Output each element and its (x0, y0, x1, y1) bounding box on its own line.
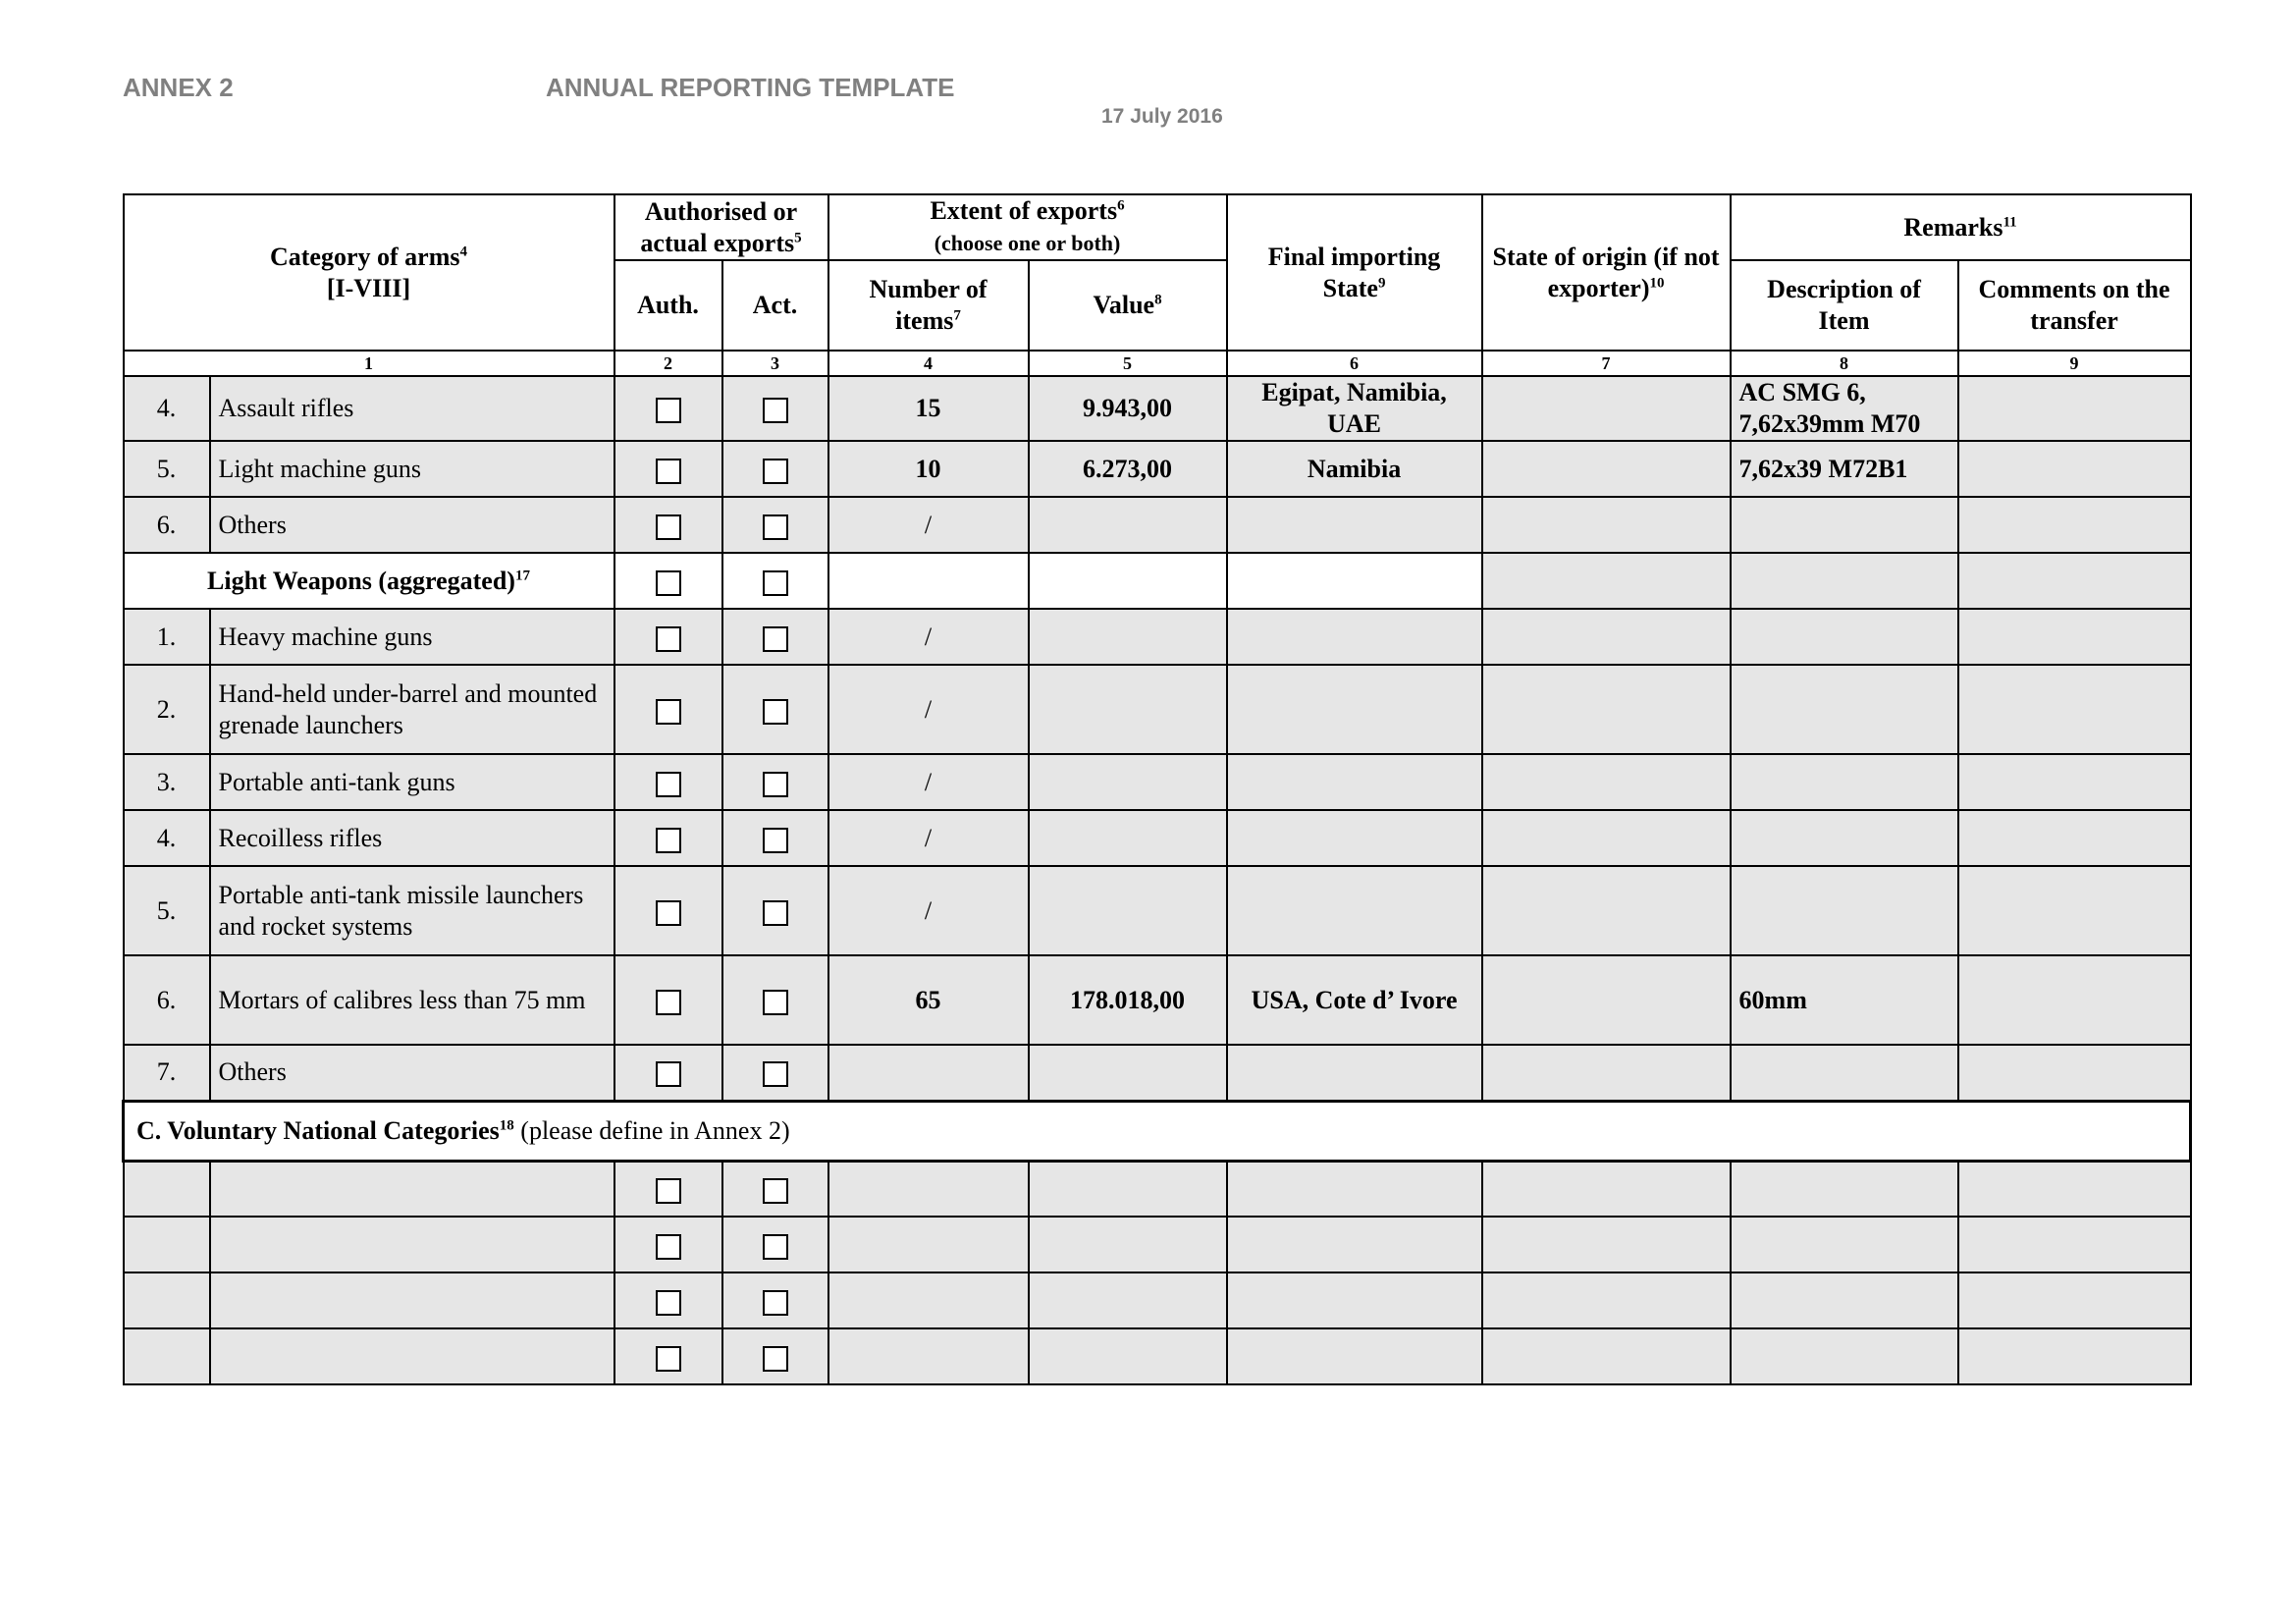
column-number: 5 (1029, 351, 1227, 376)
empty-cell (1958, 553, 2191, 609)
row-category: Others (210, 497, 614, 553)
empty-cell (210, 1272, 614, 1328)
auth-checkbox[interactable] (656, 1061, 681, 1087)
empty-cell (1029, 1217, 1227, 1272)
table-row (124, 810, 2191, 866)
auth-checkbox[interactable] (656, 459, 681, 484)
empty-cell (1731, 1328, 1958, 1384)
row-description (1731, 665, 1958, 754)
act-cell (722, 866, 828, 955)
empty-cell (1029, 553, 1227, 609)
column-number: 9 (1958, 351, 2191, 376)
act-checkbox[interactable] (763, 1346, 788, 1372)
auth-checkbox[interactable] (656, 626, 681, 652)
row-index: 5. (124, 441, 210, 497)
empty-cell (1227, 553, 1482, 609)
row-items: / (828, 497, 1029, 553)
act-checkbox[interactable] (763, 772, 788, 797)
table-row (124, 1328, 2191, 1384)
annex-label: ANNEX 2 (123, 73, 234, 102)
row-description (1731, 754, 1958, 810)
act-cell (722, 665, 828, 754)
header-final-state: Final importing State$^9$ (1227, 194, 1482, 351)
section-c-title: C. Voluntary National Categories$^{18}$ (please define in Annex 2) (124, 1101, 2191, 1161)
header-act: Act. (722, 260, 828, 351)
act-checkbox[interactable] (763, 398, 788, 423)
act-cell (722, 553, 828, 609)
act-checkbox[interactable] (763, 900, 788, 926)
row-comments (1958, 376, 2191, 441)
auth-checkbox[interactable] (656, 900, 681, 926)
act-cell (722, 376, 828, 441)
row-value: 9.943,00 (1029, 376, 1227, 441)
empty-cell (1731, 553, 1958, 609)
row-category: Assault rifles (210, 376, 614, 441)
empty-cell (1958, 1328, 2191, 1384)
header-extent: Extent of exports$^6$ (choose one or both) (828, 194, 1227, 260)
auth-cell (614, 1045, 722, 1101)
empty-cell (828, 1272, 1029, 1328)
header-state-origin: State of origin (if not exporter)$^{10}$ (1482, 194, 1731, 351)
empty-cell (124, 1328, 210, 1384)
row-category: Portable anti-tank missile launchers and rocket systems (210, 866, 614, 955)
row-origin (1482, 441, 1731, 497)
act-checkbox[interactable] (763, 459, 788, 484)
table-row (124, 754, 2191, 810)
row-value (1029, 1045, 1227, 1101)
table-row (124, 376, 2191, 441)
template-date: 17 July 2016 (1101, 105, 1223, 128)
act-checkbox[interactable] (763, 1290, 788, 1316)
empty-cell (210, 1161, 614, 1217)
header-auth: Auth. (614, 260, 722, 351)
row-origin (1482, 665, 1731, 754)
empty-cell (1731, 1272, 1958, 1328)
row-value (1029, 609, 1227, 665)
empty-cell (1482, 1161, 1731, 1217)
auth-checkbox[interactable] (656, 828, 681, 853)
row-value (1029, 810, 1227, 866)
row-final-state (1227, 754, 1482, 810)
empty-cell (1029, 1328, 1227, 1384)
row-items: / (828, 810, 1029, 866)
header-auth-actual: Authorised or actual exports$^5$ (614, 194, 828, 260)
auth-checkbox[interactable] (656, 514, 681, 540)
row-comments (1958, 810, 2191, 866)
row-description (1731, 609, 1958, 665)
row-index: 6. (124, 955, 210, 1045)
act-cell (722, 1045, 828, 1101)
empty-cell (1958, 1217, 2191, 1272)
row-description: 7,62x39 M72B1 (1731, 441, 1958, 497)
row-final-state: Namibia (1227, 441, 1482, 497)
row-origin (1482, 1045, 1731, 1101)
auth-cell (614, 955, 722, 1045)
section-c-row (124, 1101, 2191, 1161)
empty-cell (1029, 1272, 1227, 1328)
row-description (1731, 866, 1958, 955)
auth-cell (614, 1217, 722, 1272)
row-items: / (828, 866, 1029, 955)
row-items: 15 (828, 376, 1029, 441)
auth-checkbox[interactable] (656, 570, 681, 596)
act-cell (722, 1161, 828, 1217)
auth-cell (614, 1272, 722, 1328)
auth-cell (614, 553, 722, 609)
row-items: / (828, 754, 1029, 810)
row-index: 5. (124, 866, 210, 955)
act-checkbox[interactable] (763, 828, 788, 853)
row-index: 7. (124, 1045, 210, 1101)
row-category: Others (210, 1045, 614, 1101)
row-value (1029, 497, 1227, 553)
table-row (124, 441, 2191, 497)
header-value: Value$^8$ (1029, 260, 1227, 351)
row-items (828, 1045, 1029, 1101)
column-number: 2 (614, 351, 722, 376)
act-checkbox[interactable] (763, 1061, 788, 1087)
row-value (1029, 866, 1227, 955)
row-final-state (1227, 866, 1482, 955)
act-checkbox[interactable] (763, 699, 788, 725)
row-final-state (1227, 497, 1482, 553)
empty-cell (1482, 1217, 1731, 1272)
column-number: 6 (1227, 351, 1482, 376)
row-origin (1482, 810, 1731, 866)
reporting-table (122, 193, 2192, 1385)
empty-cell (1029, 1161, 1227, 1217)
row-index: 6. (124, 497, 210, 553)
header-remarks: Remarks$^{11}$ (1731, 194, 2191, 260)
row-category: Heavy machine guns (210, 609, 614, 665)
header-category: Category of arms$^4$ [I-VIII] (124, 194, 614, 351)
row-final-state (1227, 1045, 1482, 1101)
light-weapons-header-row (124, 553, 2191, 609)
row-value (1029, 665, 1227, 754)
table-row (124, 1161, 2191, 1217)
auth-checkbox[interactable] (656, 1234, 681, 1260)
row-index: 1. (124, 609, 210, 665)
empty-cell (1731, 1161, 1958, 1217)
row-final-state (1227, 665, 1482, 754)
template-title: ANNUAL REPORTING TEMPLATE (546, 73, 955, 102)
empty-cell (124, 1272, 210, 1328)
auth-cell (614, 609, 722, 665)
empty-cell (1482, 1272, 1731, 1328)
row-items: 10 (828, 441, 1029, 497)
auth-cell (614, 1328, 722, 1384)
row-origin (1482, 497, 1731, 553)
empty-cell (1958, 1161, 2191, 1217)
empty-cell (1731, 1217, 1958, 1272)
table-row (124, 497, 2191, 553)
row-origin (1482, 955, 1731, 1045)
act-cell (722, 609, 828, 665)
row-description (1731, 497, 1958, 553)
act-checkbox[interactable] (763, 990, 788, 1015)
act-cell (722, 955, 828, 1045)
empty-cell (1227, 1217, 1482, 1272)
light-weapons-title: Light Weapons (aggregated)$^{17}$ (124, 553, 614, 609)
row-final-state (1227, 810, 1482, 866)
empty-cell (828, 1328, 1029, 1384)
empty-cell (828, 1217, 1029, 1272)
act-cell (722, 497, 828, 553)
row-comments (1958, 866, 2191, 955)
auth-checkbox[interactable] (656, 398, 681, 423)
act-cell (722, 810, 828, 866)
auth-checkbox[interactable] (656, 699, 681, 725)
header-number-items: Number of items$^7$ (828, 260, 1029, 351)
empty-cell (1227, 1328, 1482, 1384)
header-description: Description of Item (1731, 260, 1958, 351)
column-number: 3 (722, 351, 828, 376)
row-value: 6.273,00 (1029, 441, 1227, 497)
row-origin (1482, 609, 1731, 665)
empty-cell (210, 1217, 614, 1272)
column-number: 4 (828, 351, 1029, 376)
act-cell (722, 1217, 828, 1272)
row-index: 3. (124, 754, 210, 810)
auth-cell (614, 866, 722, 955)
row-comments (1958, 1045, 2191, 1101)
act-cell (722, 1328, 828, 1384)
empty-cell (1482, 553, 1731, 609)
empty-cell (124, 1217, 210, 1272)
row-description (1731, 1045, 1958, 1101)
auth-cell (614, 497, 722, 553)
table-row (124, 609, 2191, 665)
auth-checkbox[interactable] (656, 772, 681, 797)
empty-cell (1958, 1272, 2191, 1328)
act-checkbox[interactable] (763, 514, 788, 540)
row-index: 2. (124, 665, 210, 754)
header-comments: Comments on the transfer (1958, 260, 2191, 351)
act-checkbox[interactable] (763, 1234, 788, 1260)
table-row (124, 866, 2191, 955)
row-comments (1958, 754, 2191, 810)
row-items: 65 (828, 955, 1029, 1045)
empty-cell (828, 1161, 1029, 1217)
row-comments (1958, 955, 2191, 1045)
act-checkbox[interactable] (763, 1178, 788, 1204)
row-origin (1482, 376, 1731, 441)
row-index: 4. (124, 376, 210, 441)
row-origin (1482, 754, 1731, 810)
empty-cell (1482, 1328, 1731, 1384)
row-value (1029, 754, 1227, 810)
auth-cell (614, 376, 722, 441)
act-cell (722, 754, 828, 810)
row-final-state: Egipat, Namibia, UAE (1227, 376, 1482, 441)
row-description: 60mm (1731, 955, 1958, 1045)
table-row (124, 1045, 2191, 1101)
act-cell (722, 441, 828, 497)
auth-cell (614, 754, 722, 810)
column-number: 8 (1731, 351, 1958, 376)
row-final-state (1227, 609, 1482, 665)
row-origin (1482, 866, 1731, 955)
row-category: Light machine guns (210, 441, 614, 497)
auth-checkbox[interactable] (656, 1178, 681, 1204)
auth-cell (614, 1161, 722, 1217)
table-row (124, 955, 2191, 1045)
auth-checkbox[interactable] (656, 990, 681, 1015)
row-comments (1958, 497, 2191, 553)
column-number-row (124, 351, 2191, 376)
row-items: / (828, 665, 1029, 754)
empty-cell (1227, 1272, 1482, 1328)
act-checkbox[interactable] (763, 626, 788, 652)
row-category: Mortars of calibres less than 75 mm (210, 955, 614, 1045)
row-index: 4. (124, 810, 210, 866)
auth-checkbox[interactable] (656, 1290, 681, 1316)
row-category: Recoilless rifles (210, 810, 614, 866)
row-description: AC SMG 6, 7,62x39mm M70 (1731, 376, 1958, 441)
row-comments (1958, 441, 2191, 497)
row-value: 178.018,00 (1029, 955, 1227, 1045)
table-row (124, 1272, 2191, 1328)
row-category: Portable anti-tank guns (210, 754, 614, 810)
column-number: 7 (1482, 351, 1731, 376)
act-cell (722, 1272, 828, 1328)
auth-cell (614, 441, 722, 497)
auth-cell (614, 665, 722, 754)
column-number: 1 (124, 351, 614, 376)
row-comments (1958, 665, 2191, 754)
empty-cell (828, 553, 1029, 609)
empty-cell (1227, 1161, 1482, 1217)
row-items: / (828, 609, 1029, 665)
row-comments (1958, 609, 2191, 665)
auth-cell (614, 810, 722, 866)
row-description (1731, 810, 1958, 866)
empty-cell (124, 1161, 210, 1217)
act-checkbox[interactable] (763, 570, 788, 596)
row-final-state: USA, Cote d’ Ivore (1227, 955, 1482, 1045)
row-category: Hand-held under-barrel and mounted grenade launchers (210, 665, 614, 754)
empty-cell (210, 1328, 614, 1384)
table-row (124, 665, 2191, 754)
table-row (124, 1217, 2191, 1272)
auth-checkbox[interactable] (656, 1346, 681, 1372)
